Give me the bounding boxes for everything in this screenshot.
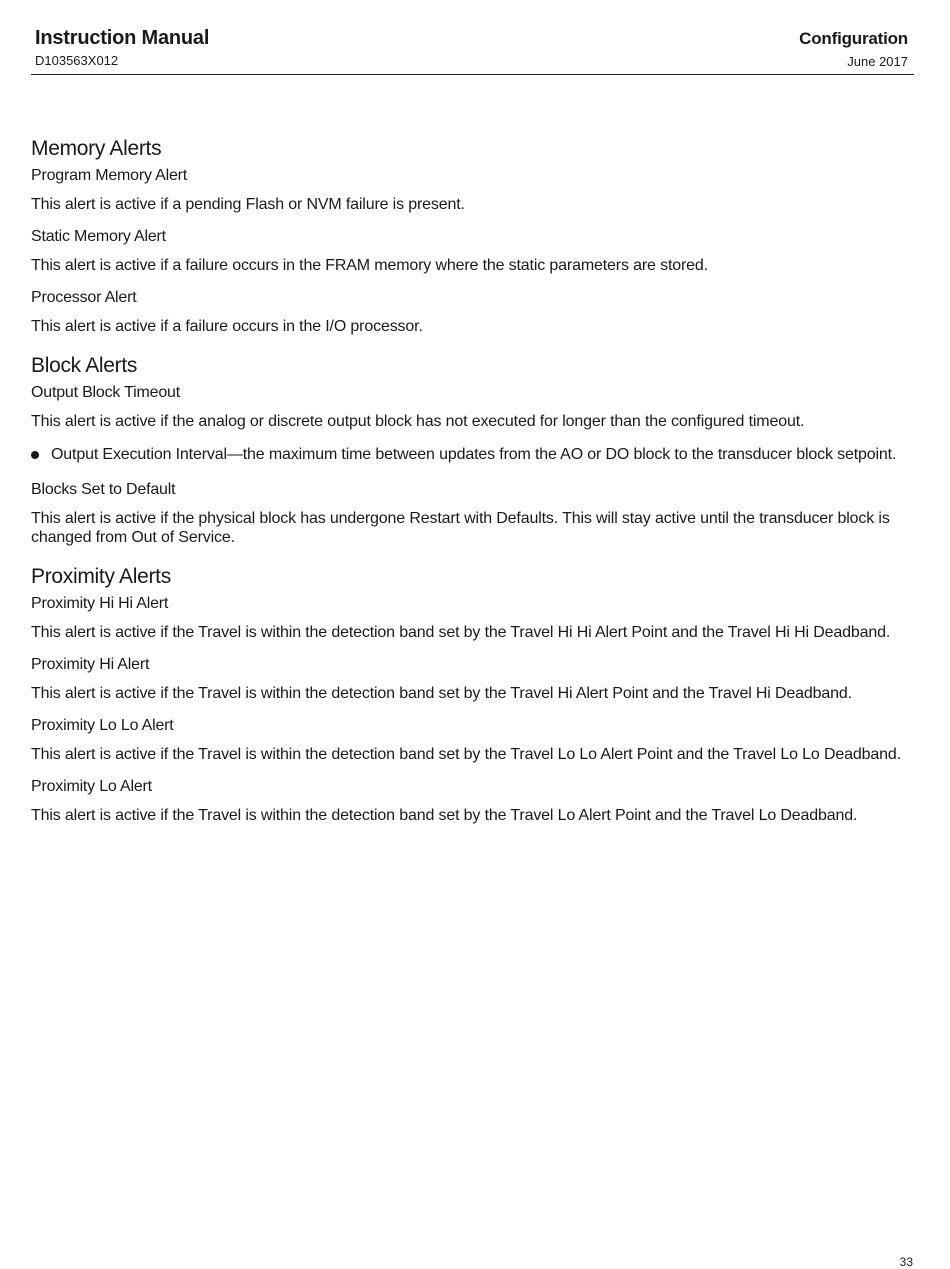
proximity-alerts-section: [31, 565, 916, 825]
subsection-heading: Static Memory Alert: [31, 228, 166, 245]
subsection-heading: Processor Alert: [31, 289, 137, 306]
bullet-item: [31, 445, 916, 465]
memory-alerts-section: [31, 137, 916, 336]
paragraph: This alert is active if the Travel is within the detection band set by the Travel Hi Hi Alert Point and the Travel Hi Hi Deadband.: [31, 624, 891, 641]
manual-title: Instruction Manual: [35, 27, 210, 49]
subsection-heading: Blocks Set to Default: [31, 481, 176, 498]
document-number: D103563X012: [35, 53, 119, 68]
bullet-text: Output Execution Interval—the maximum time between updates from the AO or DO block to the transducer block setpoint.: [51, 446, 897, 463]
paragraph: This alert is active if a pending Flash or NVM failure is present.: [31, 196, 465, 213]
subsection-heading: Proximity Hi Hi Alert: [31, 595, 169, 612]
page-number: 33: [899, 1255, 913, 1269]
subsection-heading: Proximity Lo Alert: [31, 778, 152, 795]
page-header: [0, 0, 950, 80]
publication-date: June 2017: [847, 54, 908, 69]
page-body: [31, 137, 916, 843]
paragraph: This alert is active if a failure occurs in the FRAM memory where the static parameters are stored.: [31, 257, 708, 274]
paragraph: This alert is active if the Travel is within the detection band set by the Travel Hi Alert Point and the Travel Hi Deadband.: [31, 685, 852, 702]
paragraph: This alert is active if the analog or discrete output block has not executed for longer than the configured timeout.: [31, 413, 805, 430]
header-divider: [31, 74, 914, 75]
paragraph: This alert is active if the physical block has undergone Restart with Defaults. This will stay active until the transducer block is changed from Out of Service.: [31, 510, 890, 546]
section-heading: Block Alerts: [31, 354, 138, 377]
subsection-heading: Proximity Lo Lo Alert: [31, 717, 174, 734]
section-heading: Proximity Alerts: [31, 565, 171, 588]
paragraph: This alert is active if the Travel is within the detection band set by the Travel Lo Lo Alert Point and the Travel Lo Lo Deadband.: [31, 746, 901, 763]
bullet-icon: [31, 451, 39, 459]
subsection-heading: Proximity Hi Alert: [31, 656, 150, 673]
section-heading: Memory Alerts: [31, 137, 162, 160]
subsection-heading: Program Memory Alert: [31, 167, 188, 184]
subsection-heading: Output Block Timeout: [31, 384, 180, 401]
section-name: Configuration: [799, 29, 908, 48]
block-alerts-section: [31, 354, 916, 547]
paragraph: This alert is active if the Travel is within the detection band set by the Travel Lo Alert Point and the Travel Lo Deadband.: [31, 807, 858, 824]
paragraph: This alert is active if a failure occurs in the I/O processor.: [31, 318, 423, 335]
